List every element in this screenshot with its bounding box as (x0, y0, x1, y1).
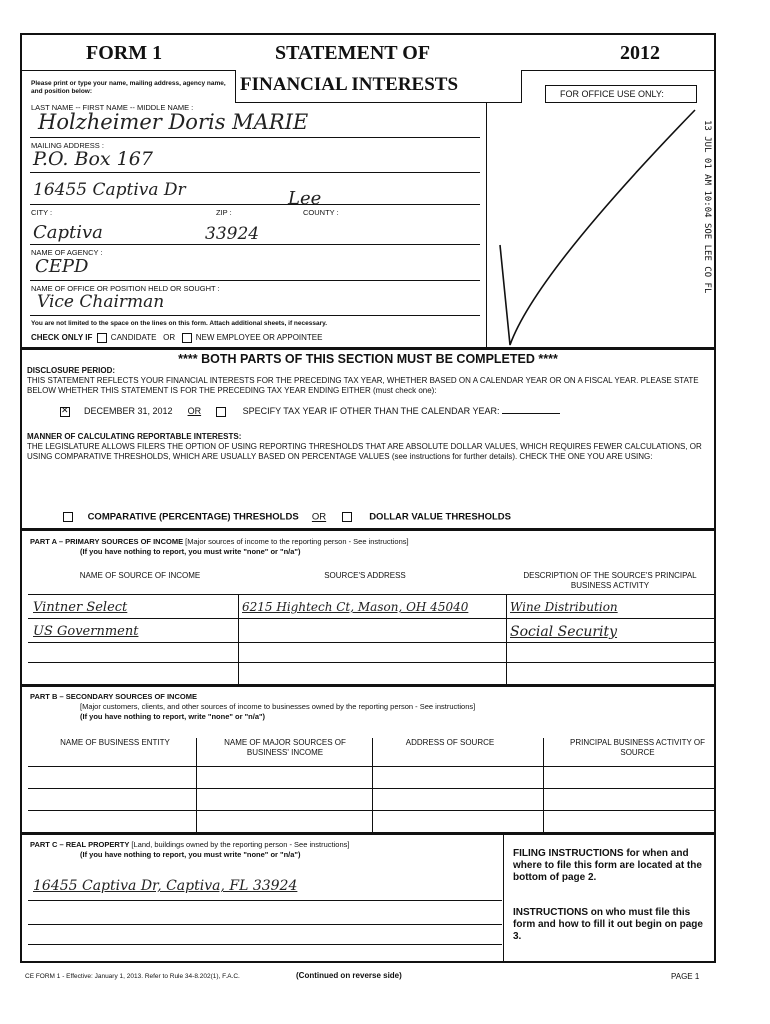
specify-label: SPECIFY TAX YEAR IF OTHER THAN THE CALENDAR YEAR: (242, 406, 500, 416)
city-value[interactable]: Captiva (33, 222, 103, 243)
partC-header (30, 840, 349, 850)
section-heading: **** BOTH PARTS OF THIS SECTION MUST BE COMPLETED **** (178, 352, 558, 366)
partA-row1-name[interactable]: Vintner Select (33, 600, 128, 615)
name-label: LAST NAME -- FIRST NAME -- MIDDLE NAME : (31, 103, 194, 112)
mailing-line1[interactable]: P.O. Box 167 (33, 148, 153, 170)
partB-title: PART B – SECONDARY SOURCES OF INCOME (30, 692, 197, 701)
partC-desc: [Land, buildings owned by the reporting person - See instructions] (131, 840, 350, 849)
or-label: OR (163, 333, 176, 343)
check-only-label: CHECK ONLY IF (31, 333, 93, 343)
statement-title-2: FINANCIAL INTERESTS (240, 74, 459, 95)
manner-text: THE LEGISLATURE ALLOWS FILERS THE OPTION OF USING REPORTING THRESHOLDS THAT ARE ABSOLUTE DOLLAR VALUES, WHICH REQUIRES FEWER CALCULATIONS, OR USING COMPARATIVE THRESHOLDS, WHICH ARE USUALLY BASED ON PERCENTAGE VALUES (see instructions for further details). CHECK THE ONE YOU ARE USING: (27, 442, 702, 461)
office-use-label: FOR OFFICE USE ONLY: (560, 89, 664, 99)
partC-row1[interactable]: 16455 Captiva Dr, Captiva, FL 33924 (33, 878, 298, 894)
period-title: DISCLOSURE PERIOD: (27, 366, 116, 375)
partB-desc: [Major customers, clients, and other sources of income to businesses owned by the reporting person - See instructions] (80, 702, 476, 711)
footer-page: PAGE 1 (671, 972, 700, 981)
partC-title: PART C – REAL PROPERTY (30, 840, 130, 849)
threshold-options (63, 512, 511, 523)
partA-row2-activity[interactable]: Social Security (510, 624, 618, 640)
office-checkmark (495, 95, 710, 355)
zip-label: ZIP : (216, 208, 232, 217)
county-label: COUNTY : (303, 208, 339, 217)
partC-note: (If you have nothing to report, you must write "none" or "n/a") (80, 850, 301, 859)
form-title: FORM 1 (86, 42, 163, 64)
footer-left: CE FORM 1 - Effective: January 1, 2013. Refer to Rule 34-8.202(1), F.A.C. (25, 973, 240, 980)
comparative-checkbox[interactable] (63, 512, 73, 522)
print-instructions: Please print or type your name, mailing address, agency name, and position below: (31, 80, 226, 95)
agency-label: NAME OF AGENCY : (31, 248, 103, 257)
partA-col2: SOURCE'S ADDRESS (324, 571, 406, 580)
or-label-2: OR (187, 406, 202, 416)
agency-value[interactable]: CEPD (35, 256, 89, 277)
statement-title-1: STATEMENT OF (275, 42, 431, 64)
filing-instructions-2: INSTRUCTIONS on who must file this form and how to fill it out begin on page 3. (513, 907, 703, 942)
or-label-3: OR (311, 511, 327, 523)
partB-col1: NAME OF BUSINESS ENTITY (60, 738, 170, 747)
partA-header (30, 537, 409, 547)
filing-instructions-1: FILING INSTRUCTIONS for when and where to file this form are located at the bottom of page 2. (513, 848, 702, 883)
partA-note: (If you have nothing to report, you must write "none" or "n/a") (80, 547, 301, 556)
partA-desc: [Major sources of income to the reporting person - See instructions] (185, 537, 409, 546)
specify-field[interactable] (502, 413, 560, 414)
check-only-row (31, 333, 322, 343)
partA-row2-name[interactable]: US Government (33, 624, 139, 639)
new-employee-label: NEW EMPLOYEE OR APPOINTEE (195, 333, 323, 343)
partA-row1-address[interactable]: 6215 Hightech Ct, Mason, OH 45040 (242, 600, 469, 614)
name-value[interactable]: Holzheimer Doris MARIE (38, 110, 309, 134)
specify-checkbox[interactable] (216, 407, 226, 417)
dollar-checkbox[interactable] (342, 512, 352, 522)
partA-col3: DESCRIPTION OF THE SOURCE'S PRINCIPAL BUSINESS ACTIVITY (523, 571, 697, 590)
partB-col4: PRINCIPAL BUSINESS ACTIVITY OF SOURCE (570, 738, 705, 757)
new-employee-checkbox[interactable] (182, 333, 192, 343)
office-value[interactable]: Vice Chairman (37, 292, 165, 312)
partA-row1-activity[interactable]: Wine Distribution (510, 600, 618, 614)
candidate-label: CANDIDATE (110, 333, 157, 343)
partA-col1: NAME OF SOURCE OF INCOME (79, 571, 201, 580)
zip-value[interactable]: 33924 (205, 224, 260, 244)
dollar-label: DOLLAR VALUE THRESHOLDS (369, 511, 511, 523)
dec31-checkbox[interactable] (60, 407, 70, 417)
mailing-line2[interactable]: 16455 Captiva Dr (33, 180, 186, 200)
partA-title: PART A – PRIMARY SOURCES OF INCOME (30, 537, 184, 546)
partB-col3: ADDRESS OF SOURCE (405, 738, 495, 747)
footer-middle: (Continued on reverse side) (296, 971, 402, 980)
partB-note: (If you have nothing to report, write "none" or "n/a") (80, 712, 266, 721)
city-label: CITY : (31, 208, 53, 217)
office-label: NAME OF OFFICE OR POSITION HELD OR SOUGHT : (31, 284, 220, 293)
manner-title: MANNER OF CALCULATING REPORTABLE INTERESTS: (27, 432, 242, 441)
mailing-label: MAILING ADDRESS : (31, 141, 104, 150)
limit-note: You are not limited to the space on the lines on this form. Attach additional sheets, if necessary. (31, 320, 328, 327)
period-text: THIS STATEMENT REFLECTS YOUR FINANCIAL INTERESTS FOR THE PRECEDING TAX YEAR, WHETHER BASED ON A CALENDAR YEAR OR ON A FISCAL YEAR. PLEASE STATE BELOW WHETHER THIS STATEMENT IS FOR THE PRECEDING TAX YEAR ENDING EITHER (must check one): (27, 376, 699, 395)
partB-col2: NAME OF MAJOR SOURCES OF BUSINESS' INCOME (224, 738, 346, 757)
form-year: 2012 (620, 42, 660, 64)
candidate-checkbox[interactable] (97, 333, 107, 343)
dec31-label: DECEMBER 31, 2012 (84, 406, 173, 416)
county-value[interactable]: Lee (288, 188, 322, 209)
office-stamp: 13 JUL 01 AM 10:04 SOE LEE CO FL (702, 120, 712, 294)
period-options (60, 406, 560, 417)
comparative-label: COMPARATIVE (PERCENTAGE) THRESHOLDS (87, 511, 299, 523)
